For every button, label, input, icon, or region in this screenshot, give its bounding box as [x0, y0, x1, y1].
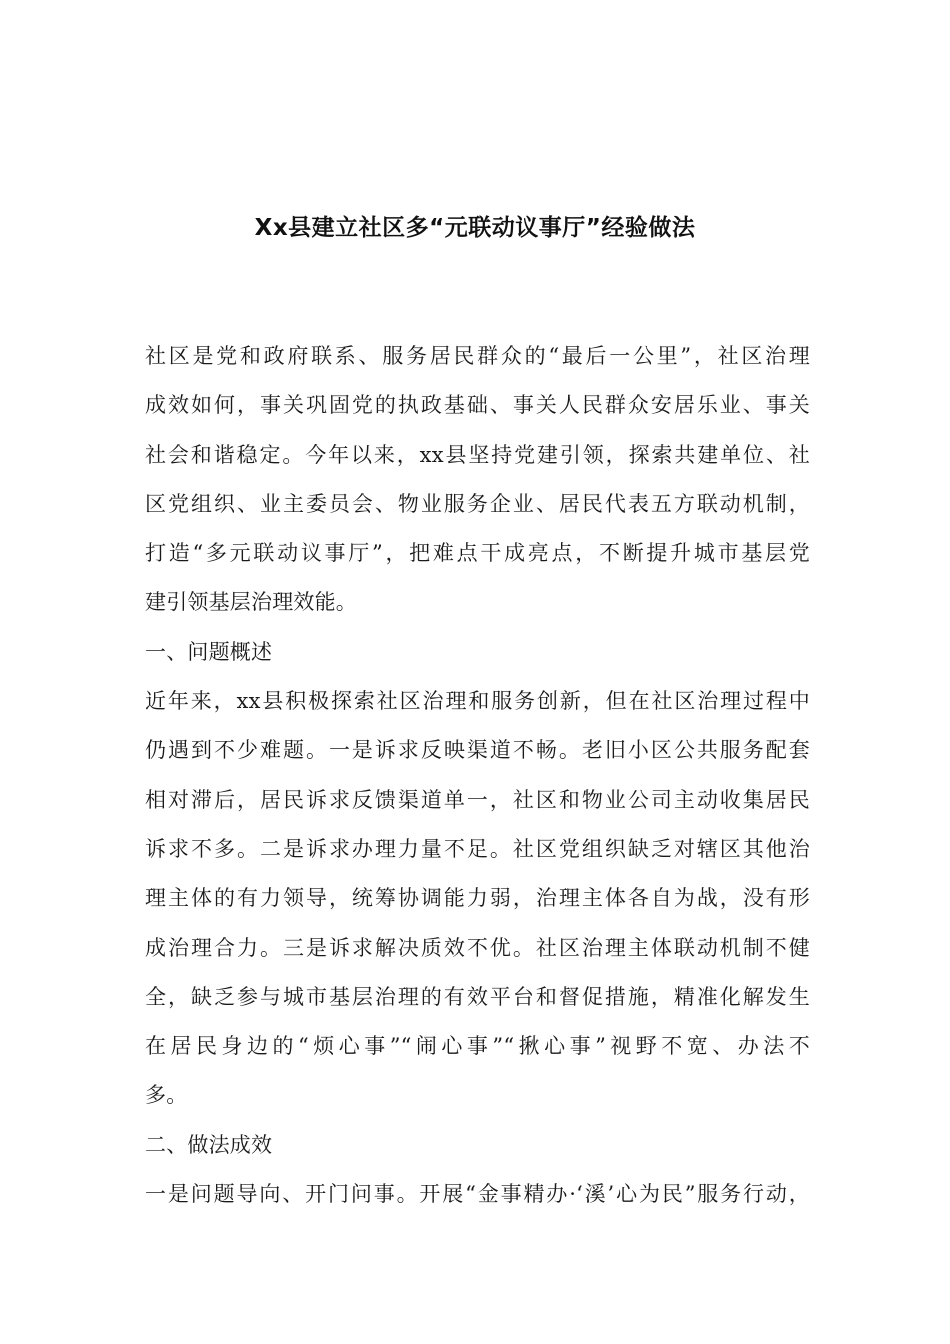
paragraph-line: 诉求不多。二是诉求办理力量不足。社区党组织缺乏对辖区其他治 — [145, 836, 810, 861]
document-body — [145, 332, 810, 1219]
paragraph-line: 成效如何，事关巩固党的执政基础、事关人民群众安居乐业、事关 — [145, 393, 810, 418]
paragraph-line: 建引领基层治理效能。 — [145, 590, 357, 615]
paragraph-line: 相对滞后，居民诉求反馈渠道单一，社区和物业公司主动收集居民 — [145, 787, 810, 812]
paragraph-line: 全，缺乏参与城市基层治理的有效平台和督促措施，精准化解发生 — [145, 984, 810, 1009]
document-title: Xx县建立社区多“元联动议事厅”经验做法 — [254, 215, 696, 241]
section-heading: 二、做法成效 — [145, 1132, 273, 1157]
paragraph-line: 社会和谐稳定。今年以来，xx县坚持党建引领，探索共建单位、社 — [145, 442, 810, 467]
paragraph-line: 在居民身边的“烦心事”“闹心事”“揪心事”视野不宽、办法不 — [145, 1034, 810, 1059]
paragraph-line: 仍遇到不少难题。一是诉求反映渠道不畅。老旧小区公共服务配套 — [145, 738, 810, 763]
paragraph-line: 打造“多元联动议事厅”，把难点干成亮点，不断提升城市基层党 — [145, 541, 810, 566]
paragraph-line: 近年来，xx县积极探索社区治理和服务创新，但在社区治理过程中 — [145, 689, 810, 714]
paragraph-line: 理主体的有力领导，统筹协调能力弱，治理主体各自为战，没有形 — [145, 886, 810, 911]
paragraph-line: 多。 — [145, 1083, 188, 1108]
paragraph-line: 成治理合力。三是诉求解决质效不优。社区治理主体联动机制不健 — [145, 935, 810, 960]
section-heading: 一、问题概述 — [145, 639, 273, 664]
paragraph-line: 一是问题导向、开门问事。开展“金事精办·‘溪’心为民”服务行动， — [145, 1182, 810, 1207]
paragraph-line: 社区是党和政府联系、服务居民群众的“最后一公里”，社区治理 — [145, 344, 810, 368]
paragraph-line: 区党组织、业主委员会、物业服务企业、居民代表五方联动机制， — [145, 491, 810, 516]
